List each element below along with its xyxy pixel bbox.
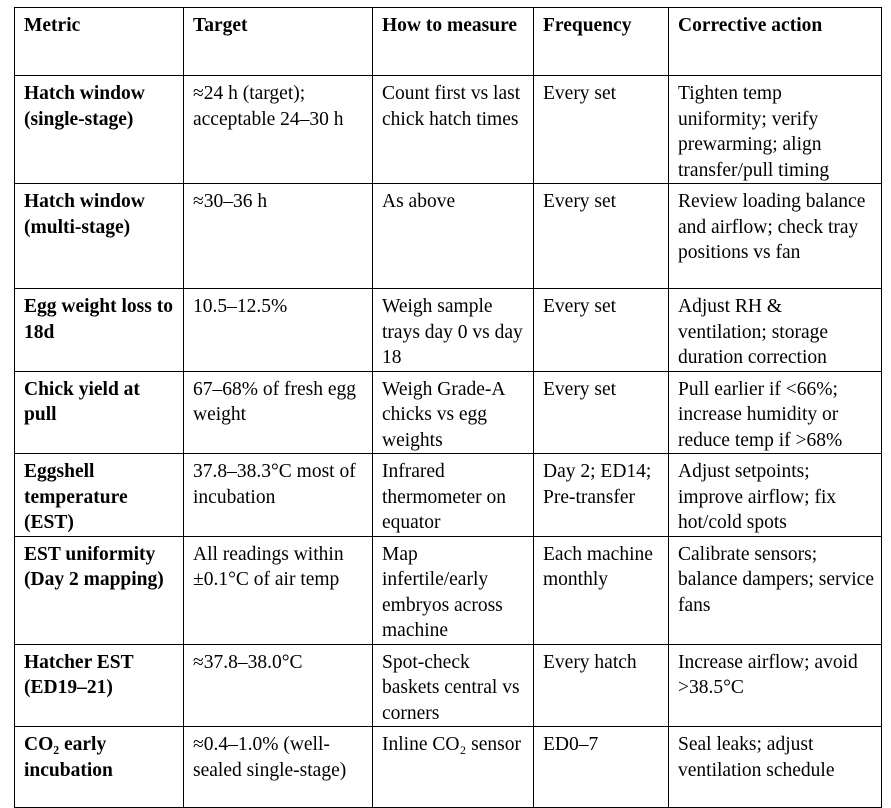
cell-target: ≈37.8–38.0°C bbox=[184, 644, 373, 727]
table-row bbox=[15, 644, 882, 727]
cell-how: Count first vs last chick hatch times bbox=[373, 76, 534, 184]
cell-metric: Egg weight loss to 18d bbox=[15, 289, 184, 372]
cell-metric: Hatch window (single-stage) bbox=[15, 76, 184, 184]
table-row bbox=[15, 536, 882, 644]
table-header-row bbox=[15, 8, 882, 76]
cell-frequency: Each machine monthly bbox=[534, 536, 669, 644]
cell-frequency: ED0–7 bbox=[534, 727, 669, 808]
cell-metric: Hatch window (multi-stage) bbox=[15, 184, 184, 289]
cell-action: Pull earlier if <66%; increase humidity or reduce temp if >68% bbox=[669, 371, 882, 454]
cell-target: ≈30–36 h bbox=[184, 184, 373, 289]
cell-how: Weigh sample trays day 0 vs day 18 bbox=[373, 289, 534, 372]
cell-frequency: Every set bbox=[534, 76, 669, 184]
header-metric: Metric bbox=[15, 8, 184, 76]
table-row bbox=[15, 184, 882, 289]
table-row bbox=[15, 76, 882, 184]
header-how-to-measure: How to measure bbox=[373, 8, 534, 76]
table-row bbox=[15, 289, 882, 372]
cell-action: Increase airflow; avoid >38.5°C bbox=[669, 644, 882, 727]
cell-how: Spot-check baskets central vs corners bbox=[373, 644, 534, 727]
cell-target: ≈0.4–1.0% (well-sealed single-stage) bbox=[184, 727, 373, 808]
cell-frequency: Every set bbox=[534, 289, 669, 372]
cell-frequency: Every set bbox=[534, 371, 669, 454]
cell-how: Infrared thermometer on equator bbox=[373, 454, 534, 537]
table-row bbox=[15, 371, 882, 454]
cell-action: Calibrate sensors; balance dampers; service fans bbox=[669, 536, 882, 644]
cell-action: Tighten temp uniformity; verify prewarming; align transfer/pull timing bbox=[669, 76, 882, 184]
cell-action: Seal leaks; adjust ventilation schedule bbox=[669, 727, 882, 808]
table-row bbox=[15, 727, 882, 808]
table-row bbox=[15, 454, 882, 537]
cell-frequency: Every set bbox=[534, 184, 669, 289]
cell-action: Adjust setpoints; improve airflow; fix hot/cold spots bbox=[669, 454, 882, 537]
cell-action: Adjust RH & ventilation; storage duration correction bbox=[669, 289, 882, 372]
cell-action: Review loading balance and airflow; check tray positions vs fan bbox=[669, 184, 882, 289]
header-target: Target bbox=[184, 8, 373, 76]
cell-metric: EST uniformity (Day 2 mapping) bbox=[15, 536, 184, 644]
cell-how: Map infertile/early embryos across machine bbox=[373, 536, 534, 644]
cell-target: 37.8–38.3°C most of incubation bbox=[184, 454, 373, 537]
incubation-metrics-table bbox=[14, 7, 882, 808]
cell-how: Weigh Grade-A chicks vs egg weights bbox=[373, 371, 534, 454]
cell-target: 10.5–12.5% bbox=[184, 289, 373, 372]
header-corrective-action: Corrective action bbox=[669, 8, 882, 76]
cell-frequency: Every hatch bbox=[534, 644, 669, 727]
cell-metric: CO₂ early incubation bbox=[15, 727, 184, 808]
cell-metric: Chick yield at pull bbox=[15, 371, 184, 454]
cell-metric: Hatcher EST (ED19–21) bbox=[15, 644, 184, 727]
cell-how: As above bbox=[373, 184, 534, 289]
cell-frequency: Day 2; ED14; Pre-transfer bbox=[534, 454, 669, 537]
cell-how: Inline CO₂ sensor bbox=[373, 727, 534, 808]
cell-target: 67–68% of fresh egg weight bbox=[184, 371, 373, 454]
header-frequency: Frequency bbox=[534, 8, 669, 76]
cell-metric: Eggshell temperature (EST) bbox=[15, 454, 184, 537]
cell-target: All readings within ±0.1°C of air temp bbox=[184, 536, 373, 644]
cell-target: ≈24 h (target); acceptable 24–30 h bbox=[184, 76, 373, 184]
